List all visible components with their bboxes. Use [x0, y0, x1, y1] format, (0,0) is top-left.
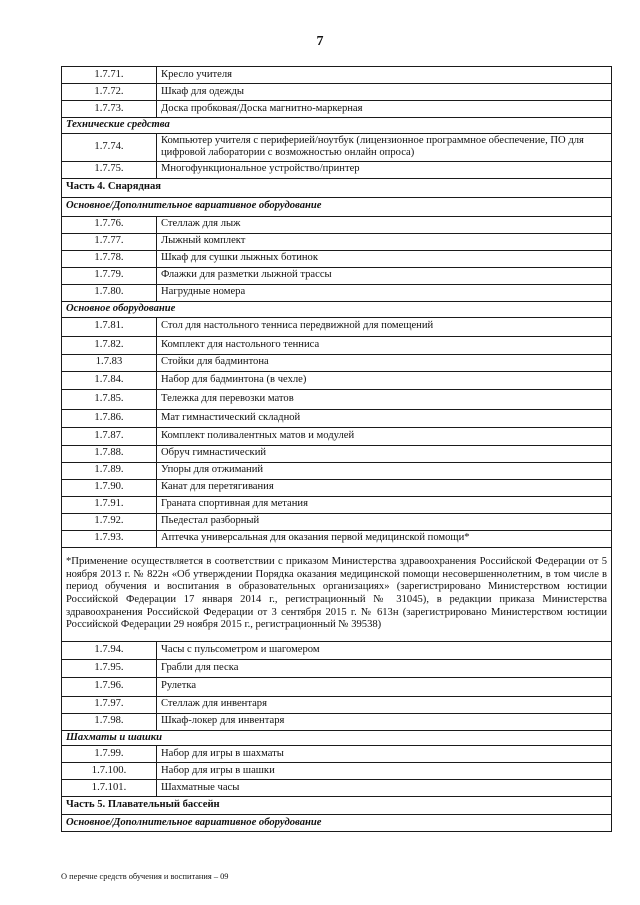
- item-description: Шкаф для сушки лыжных ботинок: [157, 250, 612, 267]
- part-heading: Часть 5. Плавательный бассейн: [62, 797, 612, 815]
- item-number: 1.7.98.: [62, 713, 157, 730]
- table-row: [62, 659, 612, 677]
- table-row: [62, 84, 612, 101]
- section-heading: Основное/Дополнительное вариативное оборудование: [62, 197, 612, 216]
- footer-text: О перечне средств обучения и воспитания – 09: [61, 872, 229, 881]
- item-description: Набор для игры в шашки: [157, 763, 612, 780]
- table-row: [62, 133, 612, 161]
- part-heading-row: [62, 797, 612, 815]
- section-heading-row: [62, 815, 612, 832]
- item-description: Обруч гимнастический: [157, 445, 612, 462]
- item-description: Лыжный комплект: [157, 233, 612, 250]
- item-description: Набор для бадминтона (в чехле): [157, 371, 612, 389]
- section-heading-row: [62, 730, 612, 746]
- section-heading: Шахматы и шашки: [62, 730, 612, 746]
- table-row: [62, 389, 612, 409]
- table-row: [62, 513, 612, 530]
- item-description: Шкаф-локер для инвентаря: [157, 713, 612, 730]
- item-description: Многофункциональное устройство/принтер: [157, 161, 612, 178]
- item-description: Кресло учителя: [157, 67, 612, 84]
- table-row: [62, 67, 612, 84]
- item-number: 1.7.79.: [62, 267, 157, 284]
- section-heading: Основное оборудование: [62, 301, 612, 317]
- item-number: 1.7.77.: [62, 233, 157, 250]
- item-number: 1.7.76.: [62, 216, 157, 233]
- item-number: 1.7.93.: [62, 530, 157, 547]
- item-number: 1.7.71.: [62, 67, 157, 84]
- table-row: [62, 696, 612, 713]
- item-number: 1.7.92.: [62, 513, 157, 530]
- item-description: Упоры для отжиманий: [157, 462, 612, 479]
- item-description: Часы с пульсометром и шагомером: [157, 641, 612, 659]
- section-heading-row: [62, 197, 612, 216]
- item-description: Мат гимнастический складной: [157, 409, 612, 427]
- item-number: 1.7.82.: [62, 336, 157, 354]
- item-description: Стойки для бадминтона: [157, 354, 612, 371]
- table-row: [62, 317, 612, 336]
- table-row: [62, 371, 612, 389]
- table-row: [62, 250, 612, 267]
- section-heading: Технические средства: [62, 118, 612, 134]
- item-description: Компьютер учителя с периферией/ноутбук (лицензионное программное обеспечение, ПО для цифровой лаборатории с возможностью онлайн опроса): [157, 133, 612, 161]
- table-row: [62, 354, 612, 371]
- table-row: [62, 479, 612, 496]
- item-number: 1.7.99.: [62, 746, 157, 763]
- item-description: Доска пробковая/Доска магнитно-маркерная: [157, 101, 612, 118]
- item-number: 1.7.96.: [62, 677, 157, 696]
- footnote-text: *Применение осуществляется в соответствии с приказом Министерства здравоохранения Российской Федерации от 5 ноября 2013 г. № 822н «Об утверждении Порядка оказания медицинской помощи несовершеннолетним, в том числе в период обучения и воспитания в образовательных организациях» (зарегистрировано Министерством юстиции Российской Федерации 17 января 2014 г., регистрационный № 31045), в редакции приказа Министерства здравоохранения Российской Федерации от 3 сентября 2015 г. № 613н (зарегистрировано Министерством юстиции Российской Федерации 29 ноября 2015 г., регистрационный № 39538): [62, 547, 612, 641]
- item-number: 1.7.74.: [62, 133, 157, 161]
- footnote-row: [62, 547, 612, 641]
- table-row: [62, 462, 612, 479]
- item-number: 1.7.86.: [62, 409, 157, 427]
- item-number: 1.7.88.: [62, 445, 157, 462]
- table-row: [62, 530, 612, 547]
- item-number: 1.7.94.: [62, 641, 157, 659]
- table-row: [62, 161, 612, 178]
- table-row: [62, 496, 612, 513]
- item-description: Стеллаж для инвентаря: [157, 696, 612, 713]
- item-description: Стеллаж для лыж: [157, 216, 612, 233]
- item-description: Комплект поливалентных матов и модулей: [157, 427, 612, 445]
- page-number: 7: [316, 34, 324, 49]
- item-number: 1.7.78.: [62, 250, 157, 267]
- section-heading-row: [62, 301, 612, 317]
- item-number: 1.7.75.: [62, 161, 157, 178]
- item-description: Шкаф для одежды: [157, 84, 612, 101]
- item-description: Канат для перетягивания: [157, 479, 612, 496]
- table-row: [62, 780, 612, 797]
- item-number: 1.7.95.: [62, 659, 157, 677]
- table-row: [62, 409, 612, 427]
- item-description: Нагрудные номера: [157, 284, 612, 301]
- item-number: 1.7.72.: [62, 84, 157, 101]
- table-row: [62, 763, 612, 780]
- table-row: [62, 677, 612, 696]
- table-row: [62, 336, 612, 354]
- item-description: Стол для настольного тенниса передвижной для помещений: [157, 317, 612, 336]
- item-number: 1.7.90.: [62, 479, 157, 496]
- item-description: Грабли для песка: [157, 659, 612, 677]
- item-description: Комплект для настольного тенниса: [157, 336, 612, 354]
- item-number: 1.7.101.: [62, 780, 157, 797]
- table-row: [62, 101, 612, 118]
- item-number: 1.7.100.: [62, 763, 157, 780]
- part-heading-row: [62, 178, 612, 197]
- equipment-table-body: [62, 67, 612, 832]
- table-row: [62, 216, 612, 233]
- item-number: 1.7.84.: [62, 371, 157, 389]
- table-row: [62, 284, 612, 301]
- table-row: [62, 746, 612, 763]
- item-description: Тележка для перевозки матов: [157, 389, 612, 409]
- table-row: [62, 713, 612, 730]
- item-description: Набор для игры в шахматы: [157, 746, 612, 763]
- part-heading: Часть 4. Снарядная: [62, 178, 612, 197]
- item-number: 1.7.85.: [62, 389, 157, 409]
- table-row: [62, 267, 612, 284]
- section-heading: Основное/Дополнительное вариативное оборудование: [62, 815, 612, 832]
- item-number: 1.7.97.: [62, 696, 157, 713]
- table-row: [62, 427, 612, 445]
- item-number: 1.7.73.: [62, 101, 157, 118]
- item-number: 1.7.87.: [62, 427, 157, 445]
- section-heading-row: [62, 118, 612, 134]
- table-row: [62, 641, 612, 659]
- equipment-table: [61, 66, 612, 832]
- item-description: Флажки для разметки лыжной трассы: [157, 267, 612, 284]
- item-description: Рулетка: [157, 677, 612, 696]
- item-number: 1.7.81.: [62, 317, 157, 336]
- item-number: 1.7.83: [62, 354, 157, 371]
- item-description: Граната спортивная для метания: [157, 496, 612, 513]
- item-description: Аптечка универсальная для оказания первой медицинской помощи*: [157, 530, 612, 547]
- table-row: [62, 233, 612, 250]
- item-number: 1.7.80.: [62, 284, 157, 301]
- table-row: [62, 445, 612, 462]
- item-description: Шахматные часы: [157, 780, 612, 797]
- item-number: 1.7.91.: [62, 496, 157, 513]
- item-number: 1.7.89.: [62, 462, 157, 479]
- item-description: Пьедестал разборный: [157, 513, 612, 530]
